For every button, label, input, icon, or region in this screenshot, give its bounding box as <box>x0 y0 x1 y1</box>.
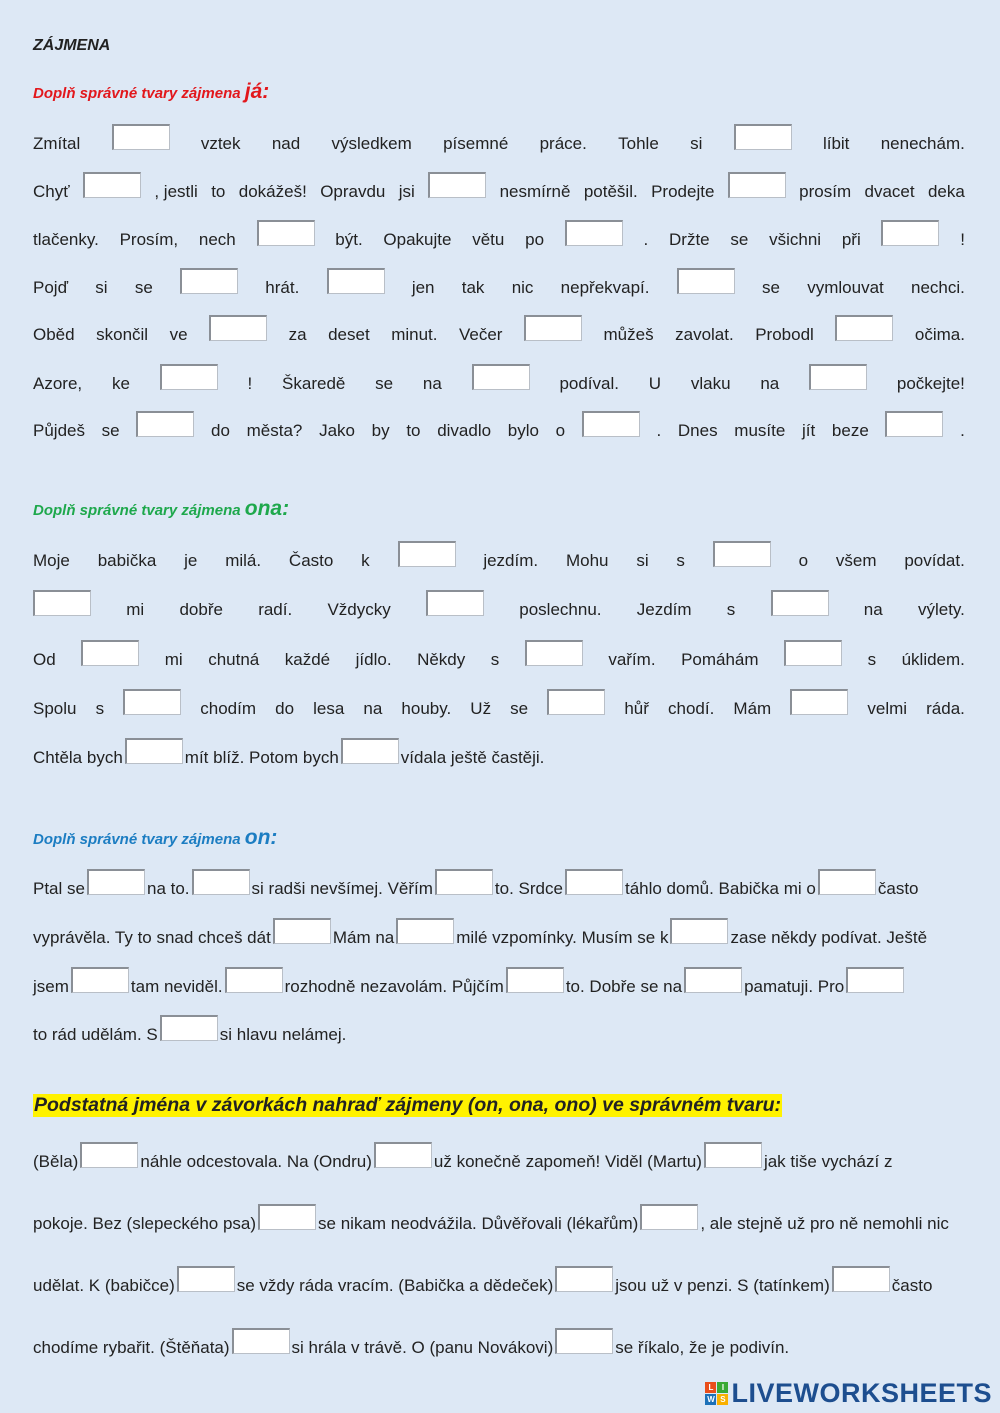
exercise-text: Ptal se <box>33 879 85 898</box>
exercise-text: na to. <box>146 879 190 898</box>
answer-input[interactable] <box>180 268 238 294</box>
answer-input[interactable] <box>677 268 735 294</box>
exercise-text: pokoje. Bez (slepeckého psa) <box>33 1214 257 1233</box>
exercise-line <box>33 640 965 672</box>
exercise-text: města? <box>246 421 303 440</box>
exercise-text: úklidem. <box>901 650 965 669</box>
exercise-text: deka <box>927 182 965 201</box>
exercise-text: výsledkem <box>331 134 412 153</box>
exercise-text: nad <box>271 134 301 153</box>
exercise-text: do <box>211 421 230 440</box>
exercise-text: Škaredě <box>282 374 346 393</box>
instruction-replace-nouns: Podstatná jména v závorkách nahraď zájmeny (on, ona, ono) ve správném tvaru: <box>34 1094 781 1116</box>
exercise-text: se <box>375 374 394 393</box>
exercise-text: hůř <box>624 699 649 718</box>
exercise-text: deset <box>328 325 370 344</box>
exercise-text: mi <box>126 600 145 619</box>
exercise-text: (Běla) <box>33 1152 79 1171</box>
exercise-text: nechci. <box>911 278 965 297</box>
instruction-pronoun: já: <box>244 80 270 103</box>
exercise-text: jezdím. <box>483 551 539 570</box>
exercise-text: tlačenky. <box>33 230 99 249</box>
exercise-text: za <box>288 325 307 344</box>
exercise-text: s <box>867 650 877 669</box>
exercise-text: jsou už v penzi. S (tatínkem) <box>615 1276 830 1295</box>
answer-input[interactable] <box>71 967 129 993</box>
instruction-text: Doplň správné tvary zájmena <box>33 502 245 519</box>
exercise-text: tam neviděl. <box>130 977 223 996</box>
answer-input[interactable] <box>885 411 943 437</box>
exercise-text: ! <box>960 230 965 249</box>
answer-input[interactable] <box>327 268 385 294</box>
exercise-text: beze <box>831 421 869 440</box>
exercise-text: U <box>648 374 662 393</box>
exercise-line <box>33 124 965 156</box>
exercise-text: nic <box>511 278 534 297</box>
exercise-text: Držte <box>669 230 710 249</box>
answer-input[interactable] <box>565 220 623 246</box>
exercise-text: k <box>361 551 370 570</box>
answer-input[interactable] <box>232 1328 290 1354</box>
exercise-text: vyprávěla. Ty to snad chceš dát <box>33 928 271 947</box>
exercise-text: to. Dobře se na <box>565 977 683 996</box>
exercise-text: Jezdím <box>636 600 692 619</box>
exercise-text: , jestli <box>154 182 198 201</box>
exercise-text: očima. <box>914 325 965 344</box>
answer-input[interactable] <box>426 590 484 616</box>
exercise-line <box>33 1015 965 1047</box>
answer-input[interactable] <box>809 364 867 390</box>
instruction-pronoun: ona: <box>244 497 290 520</box>
exercise-line <box>33 590 965 622</box>
exercise-text: udělat. K (babičce) <box>33 1276 175 1295</box>
exercise-text: tak <box>461 278 485 297</box>
answer-input[interactable] <box>177 1266 235 1292</box>
answer-input[interactable] <box>547 689 605 715</box>
exercise-text: písemné <box>443 134 509 153</box>
exercise-text: si hlavu nelámej. <box>219 1025 347 1044</box>
exercise-text: skončil <box>96 325 149 344</box>
exercise-text: náhle odcestovala. Na (Ondru) <box>140 1152 372 1171</box>
exercise-text: Opravdu <box>320 182 386 201</box>
exercise-text: se říkalo, že je podivín. <box>615 1338 790 1357</box>
answer-input[interactable] <box>790 689 848 715</box>
exercise-text: to rád udělám. S <box>33 1025 158 1044</box>
exercise-text: . <box>960 421 965 440</box>
exercise-text: to <box>406 421 421 440</box>
answer-input[interactable] <box>396 918 454 944</box>
exercise-text: lesa <box>313 699 345 718</box>
exercise-text: do <box>275 699 295 718</box>
exercise-text: Mám na <box>332 928 395 947</box>
answer-input[interactable] <box>273 918 331 944</box>
exercise-text: o <box>555 421 566 440</box>
exercise-text: to. Srdce <box>494 879 563 898</box>
exercise-text: se <box>510 699 529 718</box>
exercise-text: vztek <box>200 134 241 153</box>
exercise-text: minut. <box>391 325 438 344</box>
exercise-text: jsem <box>33 977 69 996</box>
exercise-line <box>33 918 965 950</box>
exercise-text: , ale stejně už pro ně nemohli nic <box>700 1214 949 1233</box>
exercise-text: vařím. <box>608 650 656 669</box>
answer-input[interactable] <box>524 315 582 341</box>
exercise-text: prosím <box>799 182 852 201</box>
exercise-text: by <box>371 421 390 440</box>
instruction-ja <box>33 80 269 104</box>
exercise-text: milé vzpomínky. Musím se k <box>456 928 669 947</box>
exercise-text: ke <box>111 374 130 393</box>
answer-input[interactable] <box>192 869 250 895</box>
exercise-text: jsi <box>398 182 415 201</box>
answer-input[interactable] <box>525 640 583 666</box>
exercise-text: si <box>690 134 703 153</box>
exercise-text: si <box>636 551 649 570</box>
exercise-text: se nikam neodvážila. Důvěřovali (lékařům) <box>318 1214 639 1233</box>
answer-input[interactable] <box>565 869 623 895</box>
exercise-text: mít blíž. Potom bych <box>184 748 339 767</box>
exercise-text: při <box>841 230 861 249</box>
exercise-text: pamatuji. Pro <box>744 977 845 996</box>
exercise-text: dvacet <box>864 182 915 201</box>
answer-input[interactable] <box>257 220 315 246</box>
exercise-text: Pomáhám <box>681 650 759 669</box>
exercise-text: je <box>184 551 198 570</box>
answer-input[interactable] <box>209 315 267 341</box>
exercise-line <box>33 541 965 573</box>
exercise-text: to <box>211 182 226 201</box>
exercise-text: chodíme rybařit. (Štěňata) <box>33 1338 230 1357</box>
exercise-text: si <box>95 278 108 297</box>
instruction-text: Doplň správné tvary zájmena <box>33 85 245 102</box>
answer-input[interactable] <box>160 1015 218 1041</box>
exercise-text: se <box>762 278 780 297</box>
answer-input[interactable] <box>87 869 145 895</box>
exercise-text: ! <box>247 374 253 393</box>
exercise-text: chutná <box>208 650 260 669</box>
exercise-text: . <box>656 421 662 440</box>
exercise-text: všem <box>835 551 877 570</box>
answer-input[interactable] <box>818 869 876 895</box>
exercise-text: Večer <box>459 325 503 344</box>
exercise-line <box>33 172 965 204</box>
answer-input[interactable] <box>506 967 564 993</box>
instruction-ona <box>33 497 289 521</box>
exercise-text: často <box>877 879 919 898</box>
exercise-text: Od <box>33 650 56 669</box>
exercise-text: s <box>490 650 500 669</box>
exercise-text: na <box>422 374 442 393</box>
exercise-line <box>33 1266 965 1298</box>
exercise-text: často <box>891 1276 933 1295</box>
exercise-text: se <box>730 230 749 249</box>
exercise-text: Mohu <box>565 551 609 570</box>
exercise-text: Chtěla bych <box>33 748 123 767</box>
exercise-text: vlaku <box>690 374 731 393</box>
exercise-line <box>33 220 965 252</box>
answer-input[interactable] <box>136 411 194 437</box>
exercise-line <box>33 1142 965 1174</box>
exercise-text: milá. <box>225 551 262 570</box>
exercise-text: s <box>726 600 736 619</box>
exercise-text: Oběd <box>33 325 75 344</box>
exercise-line <box>33 411 965 443</box>
exercise-text: babička <box>97 551 157 570</box>
exercise-text: si hrála v trávě. O (panu Novákovi) <box>291 1338 554 1357</box>
exercise-text: nenechám. <box>880 134 965 153</box>
exercise-text: zavolat. <box>675 325 734 344</box>
exercise-text: o <box>798 551 809 570</box>
answer-input[interactable] <box>374 1142 432 1168</box>
exercise-text: být. <box>335 230 363 249</box>
exercise-text: na <box>760 374 780 393</box>
exercise-text: nepřekvapí. <box>560 278 650 297</box>
answer-input[interactable] <box>832 1266 890 1292</box>
answer-input[interactable] <box>81 640 139 666</box>
exercise-text: houby. <box>401 699 452 718</box>
exercise-line <box>33 315 965 347</box>
exercise-text: po <box>525 230 545 249</box>
exercise-text: jen <box>411 278 435 297</box>
exercise-text: Azore, <box>33 374 83 393</box>
answer-input[interactable] <box>582 411 640 437</box>
exercise-text: . <box>643 230 649 249</box>
answer-input[interactable] <box>341 738 399 764</box>
exercise-text: můžeš <box>603 325 654 344</box>
exercise-text: musíte <box>734 421 786 440</box>
exercise-text: ve <box>169 325 188 344</box>
exercise-text: se <box>134 278 153 297</box>
exercise-text: jak tiše vychází z <box>763 1152 893 1171</box>
exercise-text: velmi <box>867 699 908 718</box>
exercise-text: si radši nevšímej. Věřím <box>251 879 433 898</box>
exercise-text: Půjdeš <box>33 421 85 440</box>
exercise-text: poslechnu. <box>519 600 602 619</box>
exercise-text: Prodejte <box>651 182 715 201</box>
exercise-text: Chyť <box>33 182 70 201</box>
answer-input[interactable] <box>33 590 91 616</box>
exercise-line <box>33 268 965 300</box>
exercise-text: s <box>676 551 685 570</box>
answer-input[interactable] <box>123 689 181 715</box>
exercise-text: se vždy ráda vracím. (Babička a dědeček) <box>236 1276 554 1295</box>
exercise-text: podíval. <box>559 374 619 393</box>
answer-input[interactable] <box>398 541 456 567</box>
answer-input[interactable] <box>713 541 771 567</box>
exercise-text: bylo <box>507 421 539 440</box>
page-title: ZÁJMENA <box>33 37 111 54</box>
exercise-text: dokážeš! <box>238 182 307 201</box>
logo-letter: L <box>705 1382 716 1393</box>
answer-input[interactable] <box>555 1266 613 1292</box>
exercise-text: povídat. <box>904 551 965 570</box>
exercise-text: hrát. <box>265 278 300 297</box>
instruction-on <box>33 826 277 850</box>
answer-input[interactable] <box>640 1204 698 1230</box>
exercise-text: dobře <box>179 600 223 619</box>
answer-input[interactable] <box>846 967 904 993</box>
answer-input[interactable] <box>160 364 218 390</box>
exercise-line <box>33 689 965 721</box>
exercise-text: Opakujte <box>383 230 452 249</box>
exercise-text: jídlo. <box>355 650 392 669</box>
exercise-text: nesmírně <box>499 182 571 201</box>
logo-letter: W <box>707 1395 715 1404</box>
exercise-text: Často <box>288 551 334 570</box>
exercise-line <box>33 364 965 396</box>
exercise-text: táhlo domů. Babička mi o <box>624 879 816 898</box>
exercise-text: vymlouvat <box>807 278 884 297</box>
exercise-text: zase někdy podívat. Ještě <box>730 928 928 947</box>
answer-input[interactable] <box>258 1204 316 1230</box>
exercise-text: divadlo <box>437 421 492 440</box>
exercise-line <box>33 967 965 999</box>
exercise-text: Vždycky <box>327 600 391 619</box>
answer-input[interactable] <box>555 1328 613 1354</box>
exercise-text: Dnes <box>677 421 718 440</box>
exercise-text: Jako <box>319 421 355 440</box>
exercise-text: počkejte! <box>896 374 965 393</box>
answer-input[interactable] <box>472 364 530 390</box>
exercise-text: už konečně zapomeň! Viděl (Martu) <box>433 1152 702 1171</box>
exercise-text: větu <box>472 230 505 249</box>
exercise-text: Prosím, <box>119 230 179 249</box>
exercise-text: na <box>363 699 383 718</box>
exercise-line <box>33 1204 965 1236</box>
answer-input[interactable] <box>728 172 786 198</box>
exercise-text: Moje <box>33 551 70 570</box>
exercise-text: rozhodně nezavolám. Půjčím <box>284 977 504 996</box>
exercise-text: Spolu <box>33 699 77 718</box>
exercise-text: práce. <box>539 134 587 153</box>
answer-input[interactable] <box>83 172 141 198</box>
exercise-text: všichni <box>769 230 822 249</box>
answer-input[interactable] <box>428 172 486 198</box>
exercise-text: Probodl <box>755 325 814 344</box>
exercise-text: výlety. <box>917 600 965 619</box>
liveworksheets-logo-icon <box>705 1382 728 1405</box>
answer-input[interactable] <box>80 1142 138 1168</box>
exercise-line <box>33 1328 965 1360</box>
answer-input[interactable] <box>784 640 842 666</box>
exercise-text: Zmítal <box>33 134 81 153</box>
instruction-text: Doplň správné tvary zájmena <box>33 831 245 848</box>
exercise-text: Mám <box>733 699 772 718</box>
exercise-text: líbit <box>822 134 850 153</box>
exercise-line <box>33 738 965 770</box>
exercise-text: mi <box>164 650 183 669</box>
answer-input[interactable] <box>670 918 728 944</box>
exercise-line <box>33 869 965 901</box>
answer-input[interactable] <box>112 124 170 150</box>
answer-input[interactable] <box>684 967 742 993</box>
exercise-text: každé <box>284 650 331 669</box>
exercise-text: ráda. <box>926 699 965 718</box>
exercise-text: se <box>101 421 120 440</box>
exercise-text: jít <box>802 421 816 440</box>
answer-input[interactable] <box>771 590 829 616</box>
exercise-text: potěšil. <box>583 182 638 201</box>
exercise-text: s <box>95 699 105 718</box>
exercise-text: Pojď <box>33 278 69 297</box>
answer-input[interactable] <box>881 220 939 246</box>
exercise-text: chodí. <box>668 699 715 718</box>
instruction-pronoun: on: <box>244 826 278 849</box>
exercise-text: vídala ještě častěji. <box>400 748 545 767</box>
logo-letter: I <box>717 1382 728 1393</box>
exercise-text: Už <box>470 699 492 718</box>
exercise-text: Tohle <box>618 134 659 153</box>
exercise-text: chodím <box>200 699 257 718</box>
exercise-text: nech <box>198 230 236 249</box>
exercise-text: Někdy <box>417 650 466 669</box>
answer-input[interactable] <box>734 124 792 150</box>
liveworksheets-logo <box>705 1378 992 1409</box>
logo-letter: S <box>717 1394 728 1405</box>
answer-input[interactable] <box>225 967 283 993</box>
answer-input[interactable] <box>125 738 183 764</box>
exercise-text: radí. <box>258 600 293 619</box>
exercise-text: na <box>863 600 883 619</box>
answer-input[interactable] <box>435 869 493 895</box>
answer-input[interactable] <box>704 1142 762 1168</box>
liveworksheets-logo-text: LIVEWORKSHEETS <box>731 1378 992 1408</box>
answer-input[interactable] <box>835 315 893 341</box>
